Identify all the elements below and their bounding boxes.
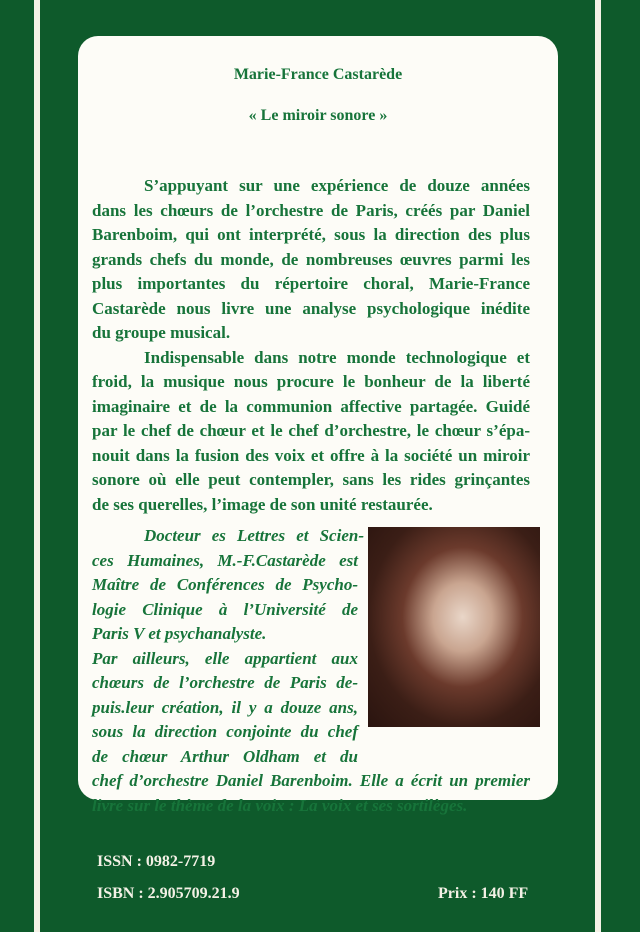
text-line: de ses querelles, l’image de son unité restaurée.	[92, 494, 433, 514]
text-line: logie Clinique à l’Université de	[92, 599, 358, 619]
text-line: chef d’orchestre Daniel Barenboim. Elle a écrit un premier	[92, 771, 530, 790]
text-line: dans les chœurs de l’orchestre de Paris, créés par Daniel	[92, 200, 530, 220]
text-line: nouit dans la fusion des voix et offre à la société un miroir	[92, 445, 530, 465]
text-line: Barenboim, qui ont interprété, sous la direction des plus	[92, 225, 530, 244]
text-line: Docteur es Lettres et Scien-	[144, 526, 364, 545]
text-line: chœurs de l’orchestre de Paris de-	[92, 673, 358, 692]
book-title: « Le miroir sonore »	[248, 107, 388, 124]
isbn: ISBN : 2.905709.21.9	[97, 885, 240, 902]
text-line: sonore où elle peut contempler, sans les rides grinçantes	[92, 470, 530, 489]
text-line: par le chef de chœur et le chef d’orchestre, le chœur s’épa-	[92, 421, 530, 440]
text-line: ces Humaines, M.-F.Castarède est	[92, 550, 358, 570]
text-line: sous la direction conjointe du chef	[92, 722, 358, 741]
text-line: Castarède nous livre une analyse psychologique inédite	[92, 298, 530, 318]
text-line: imaginaire et de la communion affective partagée. Guidé	[92, 396, 530, 416]
text-line: plus importantes du répertoire choral, Marie-France	[92, 274, 530, 293]
text-line: grands chefs du monde, de nombreuses œuvres parmi les	[92, 249, 530, 269]
price: Prix : 140 FF	[438, 885, 529, 902]
left-border-stripe	[34, 0, 40, 932]
author-photo	[368, 527, 540, 727]
text-line: froid, la musique nous procure le bonheur de la liberté	[92, 372, 530, 391]
text-line: livre sur le thème de la voix : La voix et ses sortilèges.	[92, 795, 468, 815]
text-line: du groupe musical.	[92, 323, 231, 342]
text-line: Indispensable dans notre monde technologique et	[144, 347, 530, 367]
author-name: Marie-France Castarède	[233, 66, 403, 83]
issn: ISSN : 0982-7719	[97, 853, 216, 870]
text-line: Paris V et psychanalyste.	[92, 624, 267, 643]
text-panel	[78, 36, 558, 815]
text-line: Par ailleurs, elle appartient aux	[92, 648, 358, 668]
text-line: S’appuyant sur une expérience de douze années	[144, 176, 530, 195]
text-line: Maître de Conférences de Psycho-	[92, 575, 358, 594]
right-border-stripe	[595, 0, 601, 932]
text-line: de chœur Arthur Oldham et du	[92, 746, 358, 766]
text-line: puis.leur création, il y a douze ans,	[92, 697, 358, 717]
